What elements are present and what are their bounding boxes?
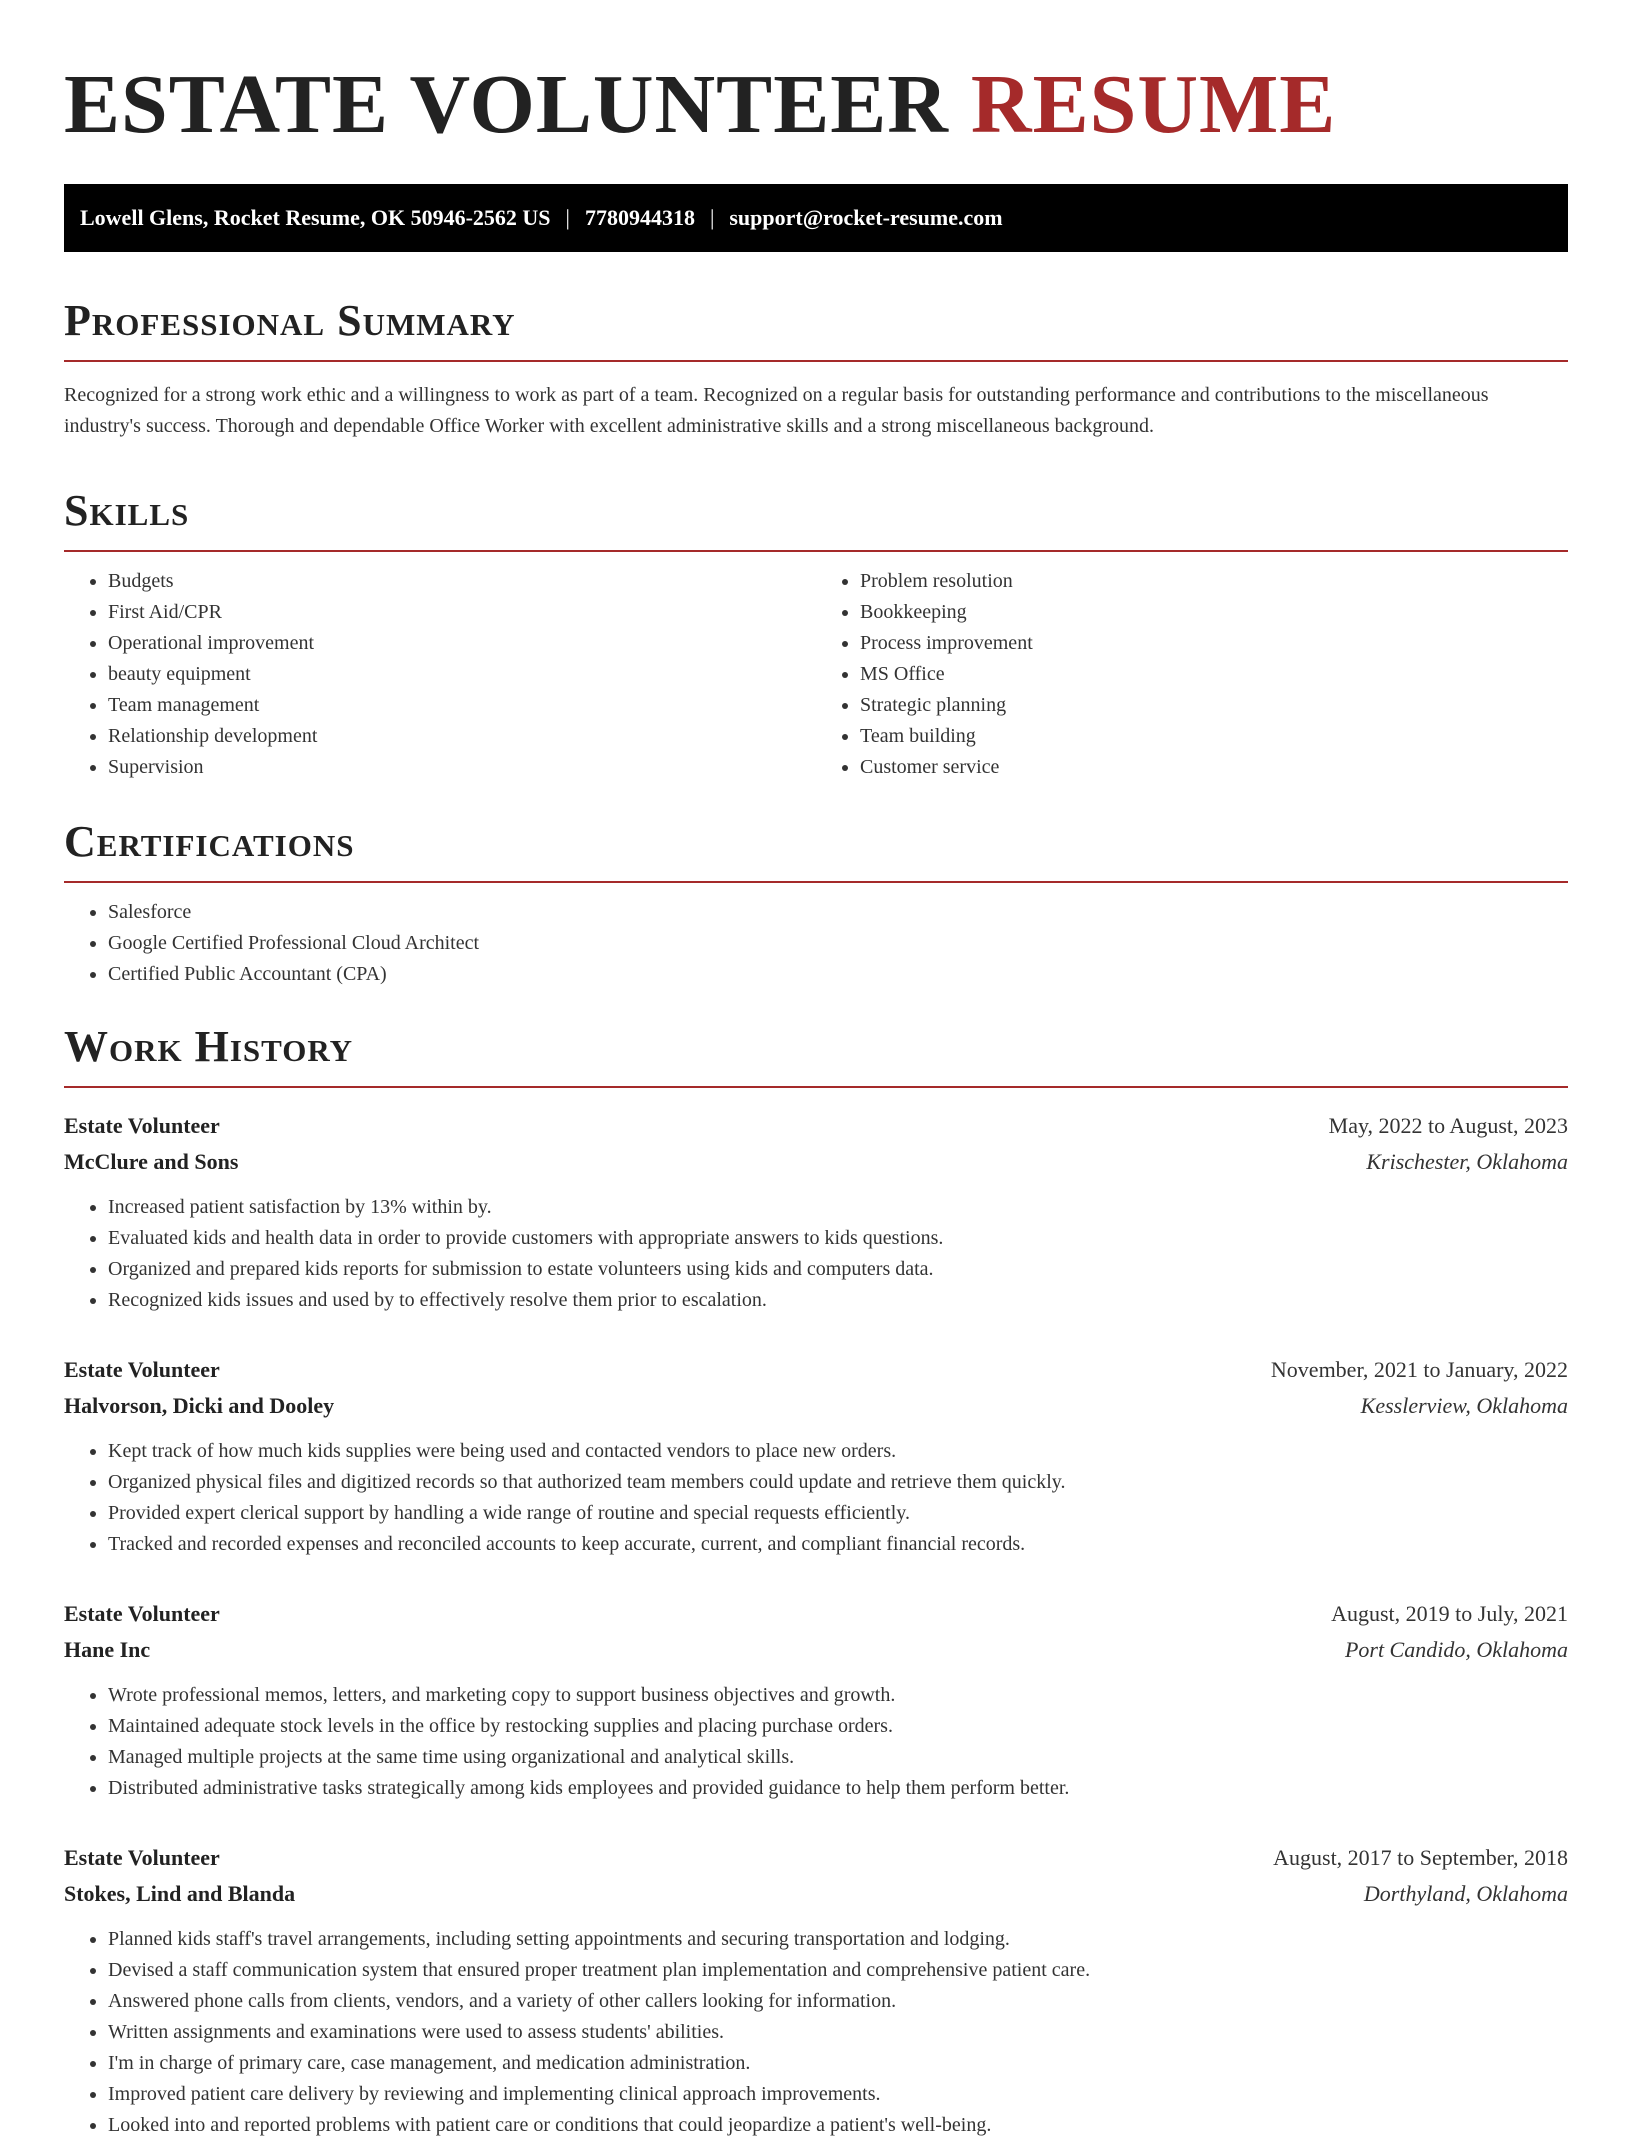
contact-email[interactable]: support@rocket-resume.com — [729, 205, 1003, 230]
contact-phone[interactable]: 7780944318 — [584, 205, 695, 230]
job-company-row — [64, 1876, 1568, 1912]
job-duty: • Improved patient care delivery by reviewing and implementing clinical approach improvements. — [108, 2079, 1568, 2110]
job-duty: • Devised a staff communication system that ensured proper treatment plan implementation and comprehensive patient care. — [108, 1955, 1568, 1986]
job-duty: • Maintained adequate stock levels in the office by restocking supplies and placing purchase orders. — [108, 1711, 1568, 1742]
certification-item: • Certified Public Accountant (CPA) — [108, 959, 1568, 990]
job-location: Port Candido, Oklahoma — [1344, 1637, 1568, 1662]
job-title: Estate Volunteer — [64, 1845, 220, 1870]
section-heading-summary: Professional Summary — [64, 296, 1568, 362]
job-duties-list — [64, 1192, 1568, 1316]
job-location: Dorthyland, Oklahoma — [1363, 1881, 1568, 1906]
section-heading-skills: Skills — [64, 486, 1568, 552]
job-company-row — [64, 1388, 1568, 1424]
job-dates: August, 2019 to July, 2021 — [1331, 1601, 1568, 1626]
job-duties-list — [64, 1680, 1568, 1804]
job-duty: • Written assignments and examinations were used to assess students' abilities. — [108, 2017, 1568, 2048]
skill-item: • beauty equipment — [108, 659, 816, 690]
skill-item: • Process improvement — [860, 628, 1568, 659]
job-duty: • Kept track of how much kids supplies were being used and contacted vendors to place new orders. — [108, 1436, 1568, 1467]
skill-item: • Strategic planning — [860, 690, 1568, 721]
skill-item: • Team building — [860, 721, 1568, 752]
contact-address: Lowell Glens, Rocket Resume, OK 50946-2562 US — [80, 205, 551, 230]
skill-item: • Relationship development — [108, 721, 816, 752]
job-location: Krischester, Oklahoma — [1366, 1149, 1568, 1174]
job-company: Halvorson, Dicki and Dooley — [64, 1393, 335, 1418]
skill-item: • Bookkeeping — [860, 597, 1568, 628]
resume-title — [64, 50, 1568, 160]
section-heading-certifications: Certifications — [64, 817, 1568, 883]
skill-item: • Problem resolution — [860, 566, 1568, 597]
job-entry — [64, 1108, 1568, 1316]
job-duty: • Increased patient satisfaction by 13% within by. — [108, 1192, 1568, 1223]
contact-bar — [64, 184, 1568, 252]
skill-item: • First Aid/CPR — [108, 597, 816, 628]
job-company-row — [64, 1632, 1568, 1668]
title-main: ESTATE VOLUNTEER — [64, 58, 949, 151]
job-header-row — [64, 1108, 1568, 1144]
job-duty: • I'm in charge of primary care, case management, and medication administration. — [108, 2048, 1568, 2079]
job-company: McClure and Sons — [64, 1149, 239, 1174]
job-entry — [64, 1596, 1568, 1804]
job-duties-list — [64, 1436, 1568, 1560]
job-duty: • Wrote professional memos, letters, and marketing copy to support business objectives and growth. — [108, 1680, 1568, 1711]
certifications-section — [64, 817, 1568, 990]
job-header-row — [64, 1596, 1568, 1632]
job-title: Estate Volunteer — [64, 1601, 220, 1626]
summary-text: Recognized for a strong work ethic and a willingness to work as part of a team. Recognized on a regular basis for outstanding performance and contributions to the miscellaneous industry's success. Thorough and dependable Office Worker with excellent administrative skills and a strong miscellaneous background. — [64, 384, 1489, 437]
skills-list-right — [816, 566, 1568, 783]
job-duty: • Answered phone calls from clients, vendors, and a variety of other callers looking for information. — [108, 1986, 1568, 2017]
job-company: Stokes, Lind and Blanda — [64, 1881, 296, 1906]
skill-item: • Supervision — [108, 752, 816, 783]
skill-item: • Team management — [108, 690, 816, 721]
job-header-row — [64, 1840, 1568, 1876]
section-heading-work-history: Work History — [64, 1022, 1568, 1088]
skills-list-left — [64, 566, 816, 783]
title-accent: RESUME — [970, 58, 1337, 151]
skills-section — [64, 486, 1568, 783]
job-duty: • Recognized kids issues and used by to effectively resolve them prior to escalation. — [108, 1285, 1568, 1316]
work-history-section — [64, 1022, 1568, 2141]
contact-separator: | — [709, 205, 715, 230]
job-duty: • Distributed administrative tasks strategically among kids employees and provided guidance to help them perform better. — [108, 1773, 1568, 1804]
contact-separator: | — [565, 205, 570, 230]
job-duty: • Evaluated kids and health data in order to provide customers with appropriate answers to kids questions. — [108, 1223, 1568, 1254]
job-entry — [64, 1840, 1568, 2141]
job-duty: • Tracked and recorded expenses and reconciled accounts to keep accurate, current, and compliant financial records. — [108, 1529, 1568, 1560]
summary-section — [64, 296, 1568, 442]
job-entry — [64, 1352, 1568, 1560]
job-header-row — [64, 1352, 1568, 1388]
job-location: Kesslerview, Oklahoma — [1360, 1393, 1568, 1418]
job-title: Estate Volunteer — [64, 1113, 220, 1138]
job-dates: August, 2017 to September, 2018 — [1273, 1845, 1568, 1870]
job-duty: • Planned kids staff's travel arrangements, including setting appointments and securing transportation and lodging. — [108, 1924, 1568, 1955]
certification-item: • Google Certified Professional Cloud Architect — [108, 928, 1568, 959]
job-company: Hane Inc — [64, 1637, 151, 1662]
skills-grid — [64, 552, 1568, 783]
job-duty: • Looked into and reported problems with patient care or conditions that could jeopardize a patient's well-being. — [108, 2110, 1568, 2141]
job-duty: • Provided expert clerical support by handling a wide range of routine and special requests efficiently. — [108, 1498, 1568, 1529]
certification-item: • Salesforce — [108, 897, 1568, 928]
job-duties-list — [64, 1924, 1568, 2141]
job-duty: • Organized and prepared kids reports for submission to estate volunteers using kids and computers data. — [108, 1254, 1568, 1285]
job-duty: • Managed multiple projects at the same time using organizational and analytical skills. — [108, 1742, 1568, 1773]
job-duty: • Organized physical files and digitized records so that authorized team members could update and retrieve them quickly. — [108, 1467, 1568, 1498]
skill-item: • Budgets — [108, 566, 816, 597]
job-dates: May, 2022 to August, 2023 — [1328, 1113, 1568, 1138]
skill-item: • Customer service — [860, 752, 1568, 783]
job-dates: November, 2021 to January, 2022 — [1270, 1357, 1568, 1382]
certifications-list — [64, 897, 1568, 990]
job-company-row — [64, 1144, 1568, 1180]
job-title: Estate Volunteer — [64, 1357, 220, 1382]
skill-item: • Operational improvement — [108, 628, 816, 659]
skill-item: • MS Office — [860, 659, 1568, 690]
